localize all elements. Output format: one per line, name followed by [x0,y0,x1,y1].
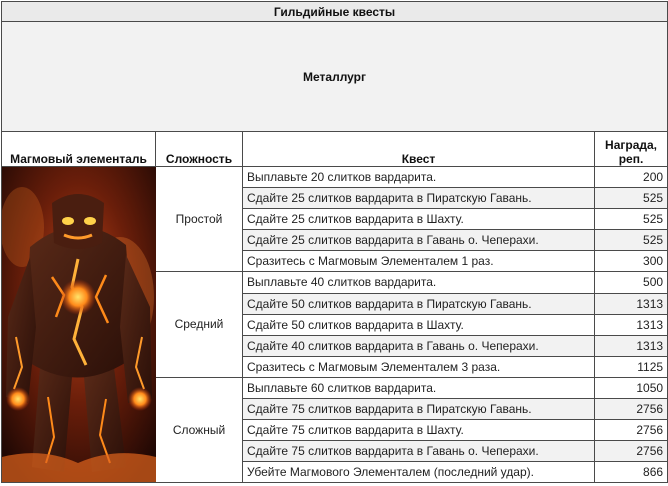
quest-text: Сдайте 40 слитков вардарита в Гавань о. Чеперахи. [243,335,595,356]
reward-value: 525 [595,209,668,230]
column-header-image: Магмовый элементаль [2,132,156,167]
reward-value: 1313 [595,314,668,335]
quest-text: Сдайте 25 слитков вардарита в Гавань о. Чеперахи. [243,230,595,251]
difficulty-easy: Простой [156,167,243,272]
quest-text: Сдайте 75 слитков вардарита в Шахту. [243,420,595,441]
quest-text: Выплавьте 60 слитков вардарита. [243,377,595,399]
table-row [2,167,668,188]
quest-text: Выплавьте 20 слитков вардарита. [243,167,595,188]
quest-text: Сдайте 75 слитков вардарита в Гавань о. Чеперахи. [243,441,595,462]
reward-value: 866 [595,462,668,483]
reward-value: 500 [595,272,668,294]
reward-value: 2756 [595,441,668,462]
quest-text: Сдайте 50 слитков вардарита в Пиратскую Гавань. [243,293,595,314]
magma-elemental-icon [2,167,156,482]
quest-text: Сдайте 25 слитков вардарита в Шахту. [243,209,595,230]
quest-text: Выплавьте 40 слитков вардарита. [243,272,595,294]
reward-value: 525 [595,188,668,209]
quest-text: Сдайте 25 слитков вардарита в Пиратскую Гавань. [243,188,595,209]
guild-name: Металлург [2,22,668,132]
reward-value: 200 [595,167,668,188]
reward-value: 2756 [595,399,668,420]
column-header-reward: Награда, реп. [595,132,668,167]
guild-quests-table [1,1,668,483]
difficulty-hard: Сложный [156,377,243,483]
quest-text: Убейте Магмового Элементалем (последний удар). [243,462,595,483]
quest-text: Сдайте 75 слитков вардарита в Пиратскую Гавань. [243,399,595,420]
difficulty-medium: Средний [156,272,243,378]
reward-value: 1125 [595,356,668,377]
reward-value: 1313 [595,335,668,356]
reward-value: 1313 [595,293,668,314]
quest-text: Сразитесь с Магмовым Элементалем 1 раз. [243,251,595,272]
reward-value: 300 [595,251,668,272]
table-title: Гильдийные квесты [2,2,668,22]
quest-text: Сдайте 50 слитков вардарита в Шахту. [243,314,595,335]
column-header-difficulty: Сложность [156,132,243,167]
quest-text: Сразитесь с Магмовым Элементалем 3 раза. [243,356,595,377]
reward-value: 1050 [595,377,668,399]
column-header-quest: Квест [243,132,595,167]
reward-value: 2756 [595,420,668,441]
magma-elemental-image [2,167,156,483]
reward-value: 525 [595,230,668,251]
